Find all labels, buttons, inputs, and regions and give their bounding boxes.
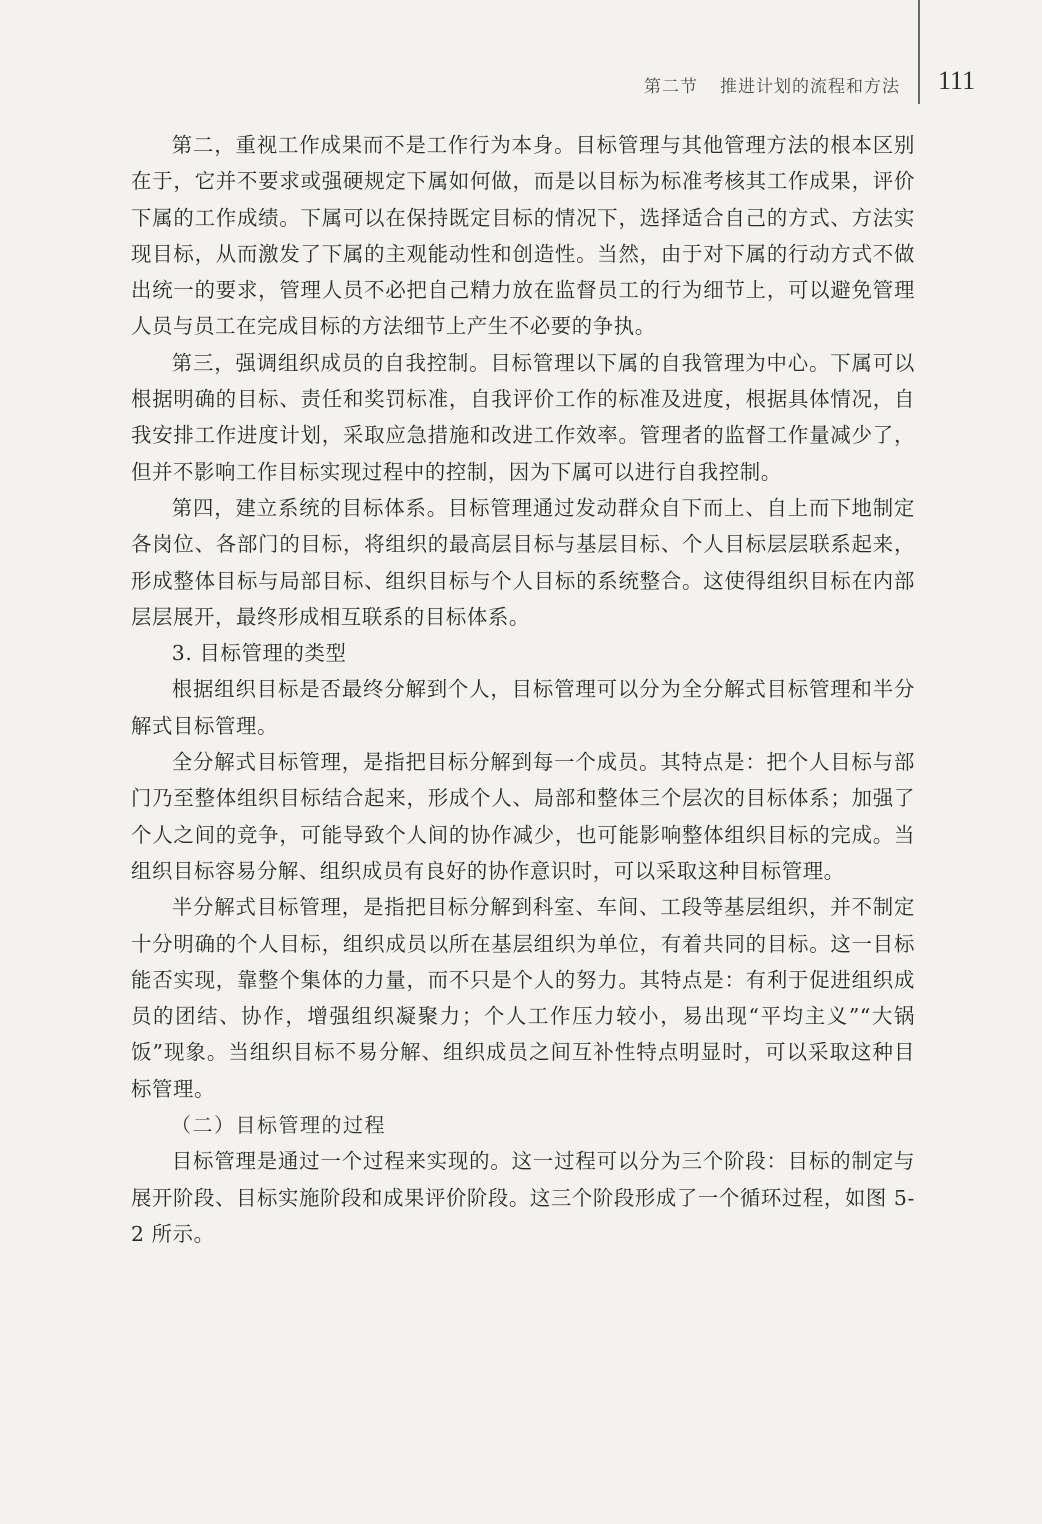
paragraph: 第三，强调组织成员的自我控制。目标管理以下属的自我管理为中心。下属可以根据明确的目标、责任和奖罚标准，自我评价工作的标准及进度，根据具体情况，自我安排工作进度计划，采取应急措施和改进工作效率。管理者的监督工作量减少了，但并不影响工作目标实现过程中的控制，因为下属可以进行自我控制。 bbox=[131, 350, 915, 484]
paragraph: 目标管理是通过一个过程来实现的。这一过程可以分为三个阶段：目标的制定与展开阶段、目标实施阶段和成果评价阶段。这三个阶段形成了一个循环过程，如图 5-2 所示。 bbox=[131, 1149, 915, 1246]
section-heading: 3. 目标管理的类型 bbox=[171, 641, 347, 666]
running-head-section: 第二节 bbox=[644, 77, 698, 97]
running-head-title: 推进计划的流程和方法 bbox=[720, 77, 900, 97]
paragraph: 根据组织目标是否最终分解到个人，目标管理可以分为全分解式目标管理和半分解式目标管理。 bbox=[131, 677, 915, 738]
header-divider bbox=[918, 0, 920, 104]
paragraph: 第四，建立系统的目标体系。目标管理通过发动群众自下而上、自上而下地制定各岗位、各部门的目标，将组织的最高层目标与基层目标、个人目标层层联系起来，形成整体目标与局部目标、组织目标与个人目标的系统整合。这使得组织目标在内部层层展开，最终形成相互联系的目标体系。 bbox=[131, 495, 915, 629]
body-text bbox=[131, 127, 915, 1252]
paragraph: 半分解式目标管理，是指把目标分解到科室、车间、工段等基层组织，并不制定十分明确的个人目标，组织成员以所在基层组织为单位，有着共同的目标。这一目标能否实现，靠整个集体的力量，而不只是个人的努力。其特点是：有利于促进组织成员的团结、协作，增强组织凝聚力；个人工作压力较小，易出现“平均主义”“大锅饭”现象。当组织目标不易分解、组织成员之间互补性特点明显时，可以采取这种目标管理。 bbox=[131, 895, 915, 1101]
subsection-heading: （二）目标管理的过程 bbox=[171, 1113, 386, 1138]
paragraph: 第二，重视工作成果而不是工作行为本身。目标管理与其他管理方法的根本区别在于，它并不要求或强硬规定下属如何做，而是以目标为标准考核其工作成果，评价下属的工作成绩。下属可以在保持既定目标的情况下，选择适合自己的方式、方法实现目标，从而激发了下属的主观能动性和创造性。当然，由于对下属的行动方式不做出统一的要求，管理人员不必把自己精力放在监督员工的行为细节上，可以避免管理人员与员工在完成目标的方法细节上产生不必要的争执。 bbox=[131, 133, 915, 339]
page-number: 111 bbox=[938, 66, 976, 95]
paragraph: 全分解式目标管理，是指把目标分解到每一个成员。其特点是：把个人目标与部门乃至整体组织目标结合起来，形成个人、局部和整体三个层次的目标体系；加强了个人之间的竞争，可能导致个人间的协作减少，也可能影响整体组织目标的完成。当组织目标容易分解、组织成员有良好的协作意识时，可以采取这种目标管理。 bbox=[131, 750, 915, 883]
running-head bbox=[560, 72, 900, 97]
